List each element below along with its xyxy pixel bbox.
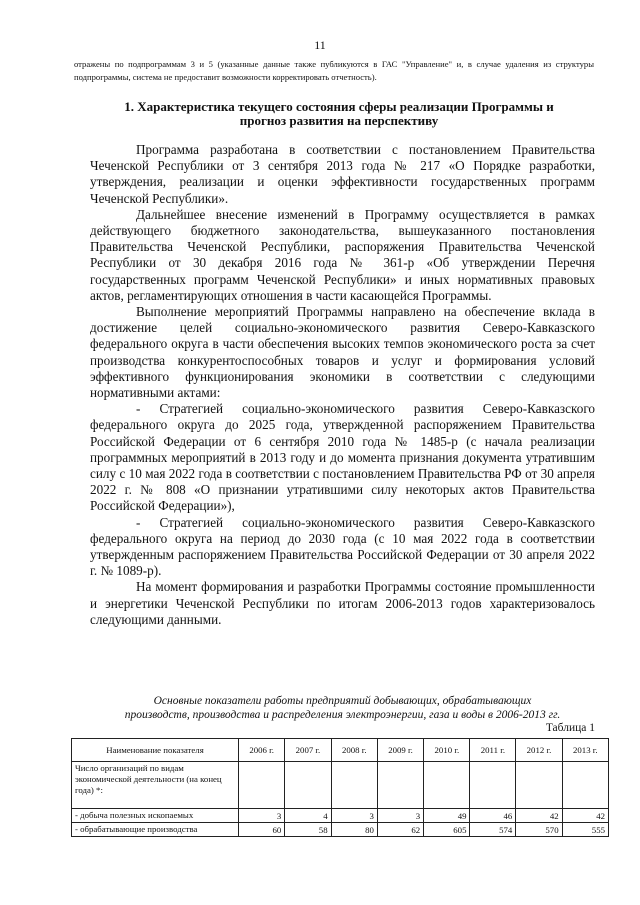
table-cell: 4 [285,809,331,823]
column-header: 2013 г. [562,739,608,762]
table-cell [377,762,423,809]
table-row [72,809,609,823]
table-cell [239,762,285,809]
table-cell: 49 [424,809,470,823]
table-cell: 46 [470,809,516,823]
row-name: Число организаций по видам экономической деятельности (на конец года) *: [72,762,239,809]
section-heading [84,100,594,128]
column-header: 2007 г. [285,739,331,762]
row-name: - обрабатывающие производства [72,823,239,837]
column-header: 2011 г. [470,739,516,762]
table-cell [470,762,516,809]
table-cell: 42 [562,809,608,823]
table-cell: 3 [239,809,285,823]
table-cell: 42 [516,809,562,823]
table-label: Таблица 1 [545,722,595,734]
body-text [90,142,595,628]
table-cell: 574 [470,823,516,837]
table-cell [516,762,562,809]
paragraph: - Стратегией социально-экономического развития Северо-Кавказского федерального округа на период до 2030 года (с 10 мая 2022 года в соответствии утвержденным распоряжением Правительства Российской Федерации от 30 апреля 2022 г. № 1089-р). [90,514,595,579]
continuation-note: отражены по подпрограммам 3 и 5 (указанные данные также публикуются в ГАС "Управление" и, в случае удаления из структуры подпрограммы, система не предоставит возможности корректировать отчетность). [74,59,594,82]
table-cell [285,762,331,809]
table-cell: 60 [239,823,285,837]
column-header: 2008 г. [331,739,377,762]
indicators-table [71,738,609,837]
column-header: 2009 г. [377,739,423,762]
section-heading-line-2: прогноз развития на перспективу [239,113,439,128]
paragraph: Выполнение мероприятий Программы направлено на обеспечение вклада в достижение целей социально-экономического развития Северо-Кавказского федерального округа в части обеспечения высоких темпов экономического роста за счет производства конкурентоспособных товаров и услуг и формирования условий эффективного функционирования экономики в соответствии с следующими нормативными актами: [90,304,595,401]
table-row [72,762,609,809]
table-cell: 62 [377,823,423,837]
table-cell: 570 [516,823,562,837]
table-cell: 3 [377,809,423,823]
table-row [72,823,609,837]
row-name: - добыча полезных ископаемых [72,809,239,823]
column-header: 2012 г. [516,739,562,762]
column-header: Наименование показателя [72,739,239,762]
paragraph: На момент формирования и разработки Программы состояние промышленности и энергетики Чеченской Республики по итогам 2006-2013 годов характеризовалось следующими данными. [90,579,595,627]
table-cell [424,762,470,809]
table-header-row [72,739,609,762]
table-cell: 3 [331,809,377,823]
table-caption-line-1: Основные показатели работы предприятий добывающих, обрабатывающих [153,695,532,707]
section-heading-line-1: 1. Характеристика текущего состояния сферы реализации Программы и [124,99,554,114]
table-cell: 58 [285,823,331,837]
column-header: 2010 г. [424,739,470,762]
column-header: 2006 г. [239,739,285,762]
paragraph: Дальнейшее внесение изменений в Программу осуществляется в рамках действующего бюджетного законодательства, вышеуказанного постановления Правительства Чеченской Республики, распоряжения Правительства Чеченской Республики от 30 декабря 2016 года № 361-р «Об утверждении Перечня государственных программ Чеченской Республики» и иных нормативных правовых актов, регламентирующих отношения в части касающейся Программы. [90,206,595,303]
table-cell [562,762,608,809]
table-cell: 555 [562,823,608,837]
table-cell [331,762,377,809]
table-caption-line-2: производств, производства и распределения электроэнергии, газа и воды в 2006-2013 гг. [124,709,561,721]
table-cell: 80 [331,823,377,837]
table-cell: 605 [424,823,470,837]
page-number: 11 [314,38,326,52]
paragraph: Программа разработана в соответствии с постановлением Правительства Чеченской Республики от 3 сентября 2013 года № 217 «О Порядке разработки, утверждения, реализации и оценки эффективности государственных программ Чеченской Республики». [90,142,595,206]
paragraph: - Стратегией социально-экономического развития Северо-Кавказского федерального округа до 2025 года, утвержденной распоряжением Правительства Российской Федерации от 6 сентября 2010 года № 1485-р (с начала реализации программных мероприятий в 2013 году и до момента признания документа утратившим силу с 10 мая 2022 года в соответствии с постановлением Правительства РФ от 30 апреля 2022 г. № 808 «О признании утратившими силу некоторых актов Правительства Российской Федерации»), [90,401,595,514]
table-caption [90,694,595,722]
